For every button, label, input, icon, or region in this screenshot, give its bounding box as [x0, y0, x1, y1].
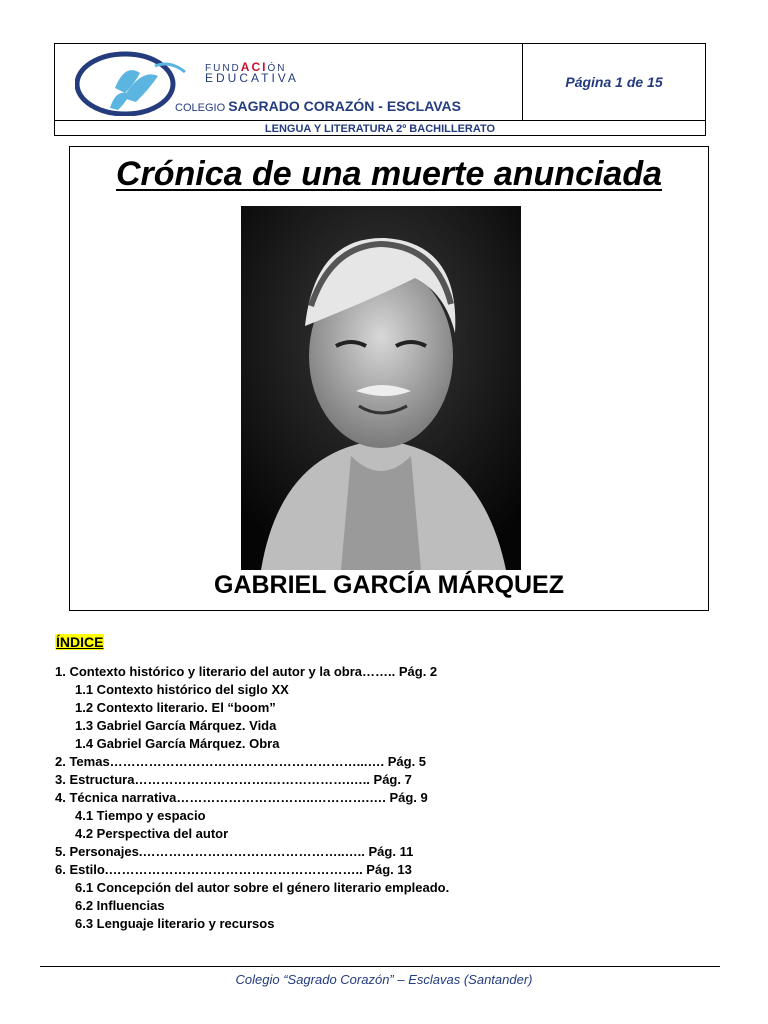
- toc-subitem: 1.3 Gabriel García Márquez. Vida: [75, 718, 277, 733]
- toc-subitem: 4.2 Perspectiva del autor: [75, 826, 229, 841]
- subject-label: LENGUA Y LITERATURA 2º BACHILLERATO: [264, 122, 496, 135]
- page-footer: Colegio “Sagrado Corazón” – Esclavas (Santander): [235, 972, 533, 987]
- document-header: [54, 43, 706, 136]
- toc-item: 2. Temas…………………………………………………...…. Pág. 5: [55, 754, 427, 769]
- toc-subitem: 6.3 Lenguaje literario y recursos: [75, 916, 275, 931]
- toc-item: 6. Estilo.………………………………………………….. Pág. 13: [55, 862, 412, 877]
- toc-subitem: 1.1 Contexto histórico del siglo XX: [75, 682, 289, 697]
- school-name: COLEGIO SAGRADO CORAZÓN - ESCLAVAS: [175, 98, 462, 114]
- toc-subitem: 6.1 Concepción del autor sobre el género literario empleado.: [75, 880, 450, 895]
- page-indicator: Página 1 de 15: [565, 74, 663, 90]
- toc-subitem: 4.1 Tiempo y espacio: [75, 808, 206, 823]
- toc-item: 5. Personajes.………………………………………..….. Pág. 11: [55, 844, 414, 859]
- index-heading: ÍNDICE: [56, 634, 104, 650]
- toc-item: 4. Técnica narrativa…………………………..………….…. Pág. 9: [55, 790, 428, 805]
- toc-subitem: 1.4 Gabriel García Márquez. Obra: [75, 736, 280, 751]
- cover-box: [69, 146, 709, 611]
- book-title: Crónica de una muerte anunciada: [115, 155, 663, 193]
- toc-subitem: 1.2 Contexto literario. El “boom”: [75, 700, 276, 715]
- school-logo: [75, 48, 515, 116]
- toc-item: 1. Contexto histórico y literario del autor y la obra…….. Pág. 2: [55, 664, 438, 679]
- toc-subitem: 6.2 Influencias: [75, 898, 165, 913]
- logo-educativa-text: EDUCATIVA: [205, 71, 299, 85]
- logo-fundacion-text: FUNDACIÓN: [205, 60, 287, 74]
- author-photo: [241, 206, 521, 570]
- footer-divider: [40, 966, 720, 967]
- toc-item: 3. Estructura………………………….……………….….. Pág. 7: [55, 772, 412, 787]
- author-name: GABRIEL GARCÍA MÁRQUEZ: [214, 571, 564, 599]
